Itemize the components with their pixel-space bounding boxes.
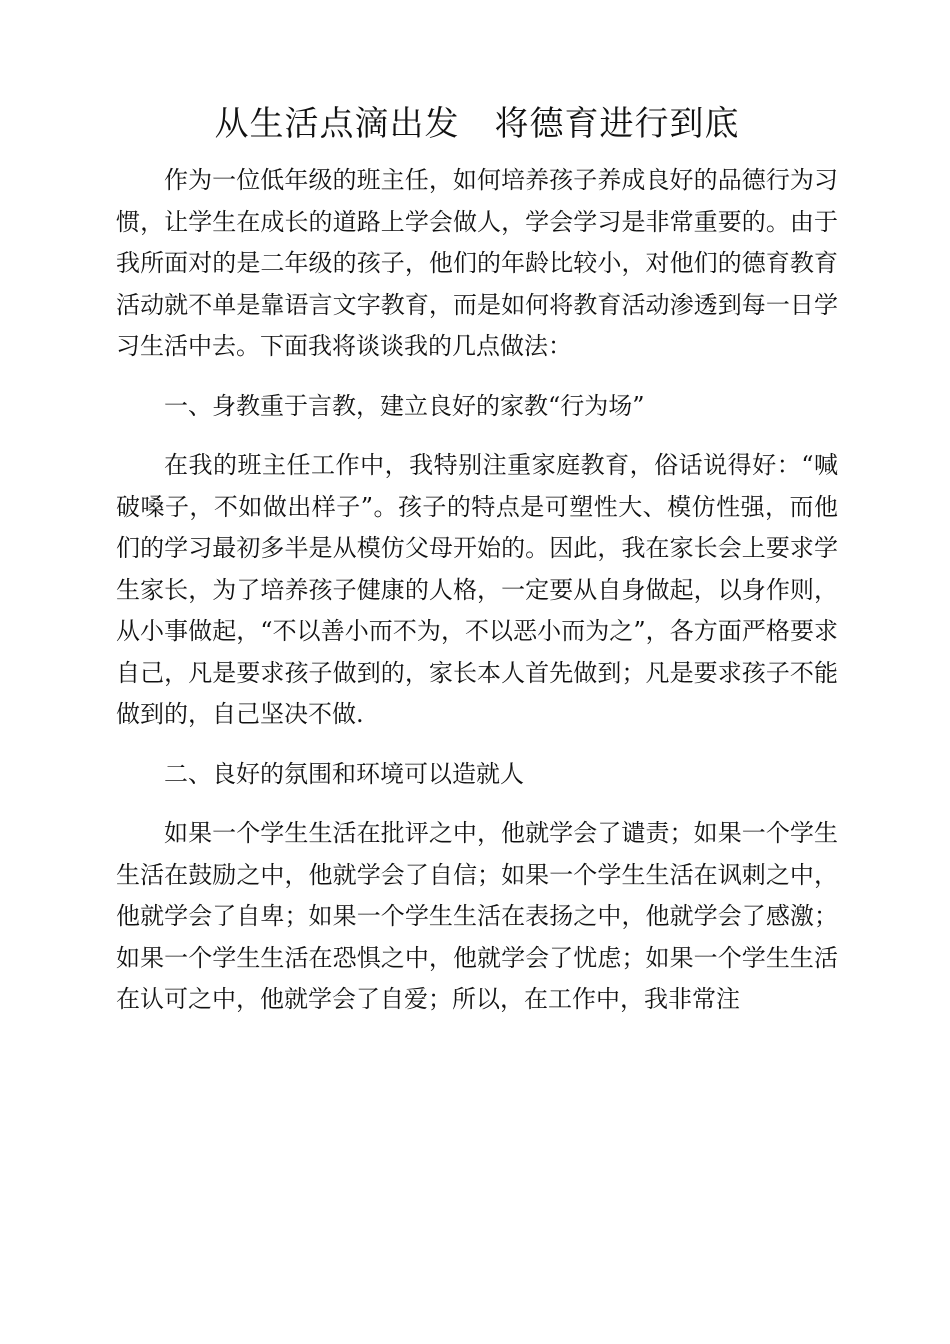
document-title: 从生活点滴出发 将德育进行到底 [214, 104, 740, 144]
document-body [116, 100, 838, 1021]
intro-paragraph: 作为一位低年级的班主任，如何培养孩子养成良好的品德行为习惯，让学生在成长的道路上学会做人，学会学习是非常重要的。由于我所面对的是二年级的孩子，他们的年龄比较小，对他们的德育教育活动就不单是靠语言文字教育，而是如何将教育活动渗透到每一日学习生活中去。下面我将谈谈我的几点做法： [116, 166, 838, 360]
section-heading-1: 一、身教重于言教，建立良好的家教“行为场” [164, 391, 645, 420]
section-2-paragraph: 如果一个学生生活在批评之中，他就学会了谴责；如果一个学生生活在鼓励之中，他就学会了自信；如果一个学生生活在讽刺之中，他就学会了自卑；如果一个学生生活在表扬之中，他就学会了感激；如果一个学生生活在恐惧之中，他就学会了忧虑；如果一个学生生活在认可之中，他就学会了自爱；所以，在工作中，我非常注 [116, 819, 838, 1013]
section-heading-2: 二、良好的氛围和环境可以造就人 [164, 759, 524, 788]
section-1-paragraph: 在我的班主任工作中，我特别注重家庭教育，俗话说得好：“喊破嗓子，不如做出样子”。孩子的特点是可塑性大、模仿性强，而他们的学习最初多半是从模仿父母开始的。因此，我在家长会上要求学生家长，为了培养孩子健康的人格，一定要从自身做起，以身作则，从小事做起，“不以善小而不为，不以恶小而为之”，各方面严格要求自己，凡是要求孩子做到的，家长本人首先做到；凡是要求孩子不能做到的，自己坚决不做. [116, 451, 838, 728]
